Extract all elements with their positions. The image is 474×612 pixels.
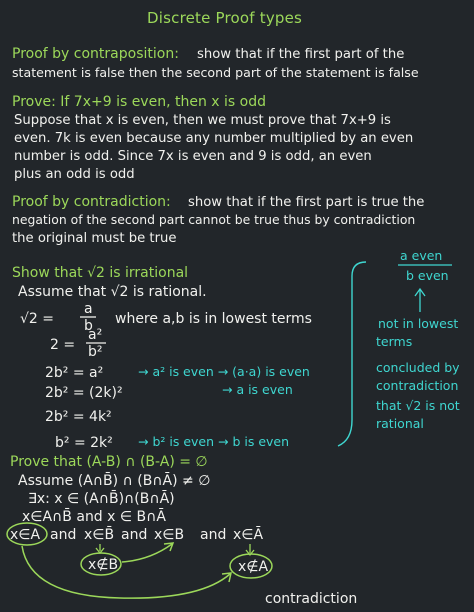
sqrt2-assumption: Assume that √2 is rational. [18,284,207,300]
side-note-denominator: b even [406,268,449,283]
example-line: plus an odd is odd [14,167,135,182]
circle-mark [230,554,272,578]
sets-heading: Prove that (A-B) ∩ (B-A) = ∅ [10,454,208,470]
contradiction-definition-cont: the original must be true [12,231,177,246]
sets-exists: ∃x: x ∈ (A∩B̄)∩(B∩Ā) [28,491,175,507]
sqrt2-heading: Show that √2 is irrational [12,265,189,281]
circled-result: x∉B [88,557,119,573]
fraction-numerator: a [84,301,93,317]
sets-assumption: Assume (A∩B̄) ∩ (B∩Ā) ≠ ∅ [18,473,211,489]
side-note-line: terms [376,334,413,349]
equation-note: → a is even [222,382,293,397]
fraction-denominator: b [84,318,93,334]
equation-lhs: √2 = [20,311,55,327]
side-note-line: rational [376,416,424,431]
contraposition-definition-cont: statement is false then the second part of the statement is false [12,65,419,80]
circle-mark [81,553,121,575]
fraction-numerator: a² [88,327,103,343]
contradiction-conclusion: contradiction [265,591,358,607]
set-condition: x∈A [10,527,41,543]
equation-note: → b² is even → b is even [138,434,290,449]
equation: 2b² = a² [45,365,104,381]
equation: 2b² = 4k² [45,409,112,425]
side-note-line: contradiction [376,378,459,393]
side-note-line: not in lowest [378,316,459,331]
contraposition-definition: show that if the first part of the [197,47,405,62]
set-connector: and [200,527,227,543]
sets-membership: x∈A∩B̄ and x ∈ B∩Ā [22,509,166,525]
side-note-line: concluded by [376,360,460,375]
equation-lhs: 2 = [50,337,76,353]
contradiction-definition: show that if the first part is true the [188,195,425,210]
set-condition: x∈B̄ [84,527,115,543]
set-connector: and [121,527,148,543]
set-condition: x∈B [154,527,185,543]
contradiction-heading: Proof by contradiction: [12,194,171,210]
contraposition-heading: Proof by contraposition: [12,46,179,62]
equation-note: where a,b is in lowest terms [115,311,312,327]
circled-result: x∉A [238,559,269,575]
contradiction-definition-cont: negation of the second part cannot be true thus by contradiction [12,212,416,227]
side-note-numerator: a even [400,248,443,263]
bracket-curve [338,262,366,446]
page-title: Discrete Proof types [147,9,303,27]
example-line: even. 7k is even because any number multiplied by an even [14,131,414,146]
example-heading: Prove: If 7x+9 is even, then x is odd [12,94,266,110]
equation: b² = 2k² [55,435,113,451]
side-note-line: that √2 is not [376,398,460,413]
set-condition: x∈Ā [233,527,264,543]
example-line: number is odd. Since 7x is even and 9 is odd, an even [14,149,372,164]
fraction-denominator: b² [88,344,103,360]
curved-arrow [22,546,230,598]
curved-arrow [122,544,172,562]
example-line: Suppose that x is even, then we must prove that 7x+9 is [14,113,391,128]
equation: 2b² = (2k)² [45,385,123,401]
equation-note: → a² is even → (a·a) is even [138,364,310,379]
set-connector: and [50,527,77,543]
circle-mark [7,523,47,545]
